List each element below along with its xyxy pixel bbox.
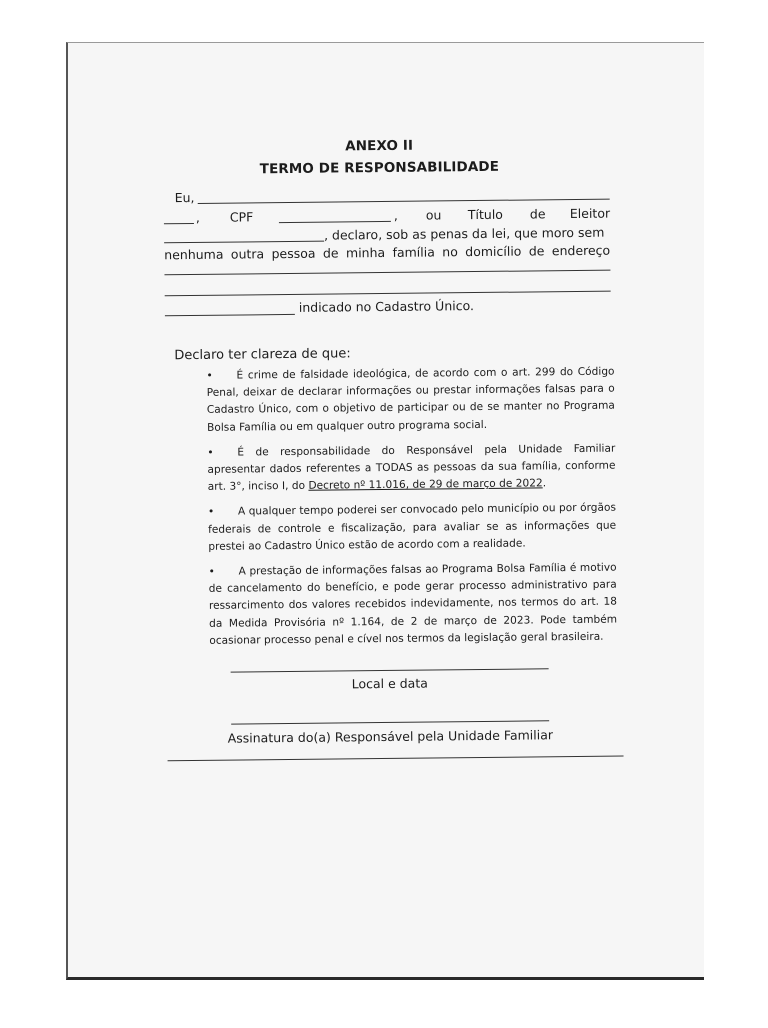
list-item: • É de responsabilidade do Responsável pela Unidade Familiar apresentar dados referentes a TODAS as pessoas da sua família, conforme art. 3°, inciso I, do Decreto nº 11.016, de 29 de março de 2022. bbox=[207, 442, 616, 494]
list-item: • É crime de falsidade ideológica, de acordo com o art. 299 do Código Penal, deixar de declarar informações ou prestar informações falsas para o Cadastro Único, com o objetivo de participar ou de se manter no Programa Bolsa Família ou em qualquer outro programa social. bbox=[206, 365, 615, 434]
eu-label: Eu, bbox=[174, 189, 195, 206]
titulo-label: Título bbox=[467, 206, 503, 223]
comma-label: , bbox=[195, 209, 200, 225]
address-field-1[interactable] bbox=[164, 270, 610, 276]
indicado-text: indicado no Cadastro Único. bbox=[298, 298, 475, 315]
local-data-field[interactable] bbox=[231, 668, 549, 672]
comma-label-2: , bbox=[393, 207, 398, 223]
page-title: TERMO DE RESPONSABILIDADE bbox=[259, 158, 500, 178]
ou-label: ou bbox=[425, 207, 442, 223]
address-field-3[interactable] bbox=[165, 314, 295, 316]
declaration-intro: Declaro ter clareza de que: bbox=[174, 346, 351, 364]
declaro-text: , declaro, sob as penas da lei, que moro sem bbox=[323, 224, 605, 243]
bullet-icon: • bbox=[206, 369, 213, 382]
bullet-icon: • bbox=[208, 565, 215, 578]
signature-label: Assinatura do(a) Responsável pela Unidade Familiar bbox=[227, 727, 554, 746]
bullet-icon: • bbox=[207, 506, 215, 519]
address-field-2[interactable] bbox=[165, 291, 611, 297]
declaration-list bbox=[206, 364, 617, 658]
list-item: • A qualquer tempo poderei ser convocado pelo município ou por órgãos federais de controle e fiscalização, para avaliar se as informações que prestei ao Cadastro Único estão de acordo com a realidade. bbox=[207, 501, 617, 553]
eleitor-label: Eleitor bbox=[569, 205, 611, 222]
list-item: • A prestação de informações falsas ao Programa Bolsa Família é motivo de cancelamento do benefício, e pode gerar processo administrativo para ressarcimento dos valores recebidos indevidamente, nos termos do art. 18 da Medida Provisória nº 1.164, de 2 de março de 2023. Pode também ocasionar processo penal e cível nos termos da legislação geral brasileira. bbox=[208, 561, 618, 647]
annex-heading: ANEXO II bbox=[345, 137, 414, 155]
signature-field[interactable] bbox=[231, 720, 549, 724]
titulo-eleitor-field[interactable] bbox=[164, 241, 324, 244]
name-continuation-field[interactable] bbox=[164, 223, 194, 224]
decree-link[interactable]: Decreto nº 11.016, de 29 de março de 2022 bbox=[308, 477, 543, 493]
domicile-text: nenhuma outra pessoa de minha família no domicílio de endereço bbox=[164, 242, 611, 263]
bullet-icon: • bbox=[207, 446, 214, 459]
bottom-rule bbox=[168, 756, 624, 762]
name-field[interactable] bbox=[198, 199, 610, 204]
cpf-label: CPF bbox=[229, 209, 254, 225]
de-label: de bbox=[529, 206, 546, 222]
cpf-field[interactable] bbox=[279, 221, 391, 223]
local-data-label: Local e data bbox=[351, 675, 428, 692]
